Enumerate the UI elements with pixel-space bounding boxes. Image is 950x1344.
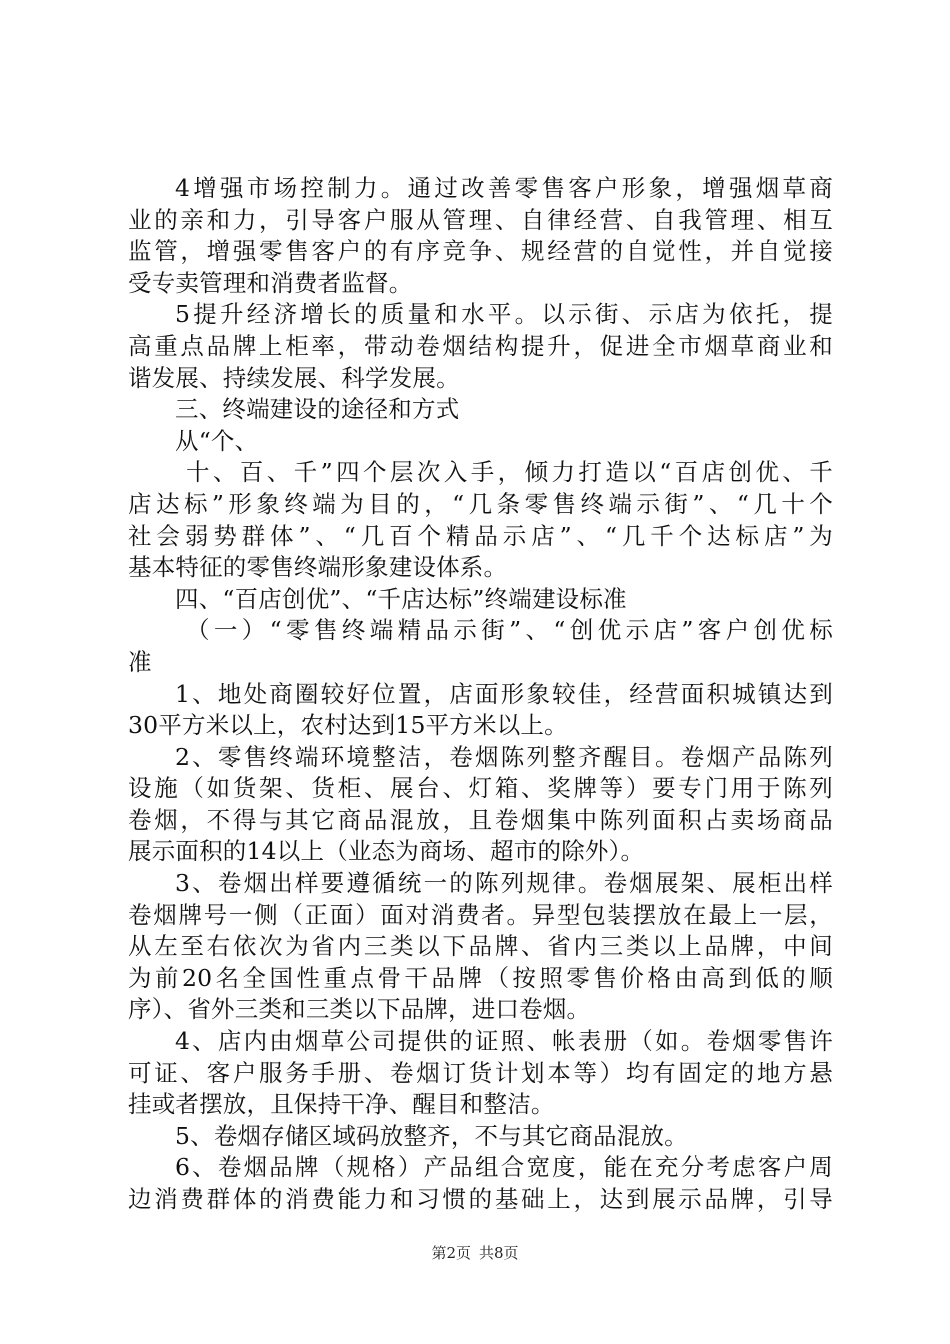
text-line: 4、店内由烟草公司提供的证照、帐表册（如。卷烟零售许 (175, 1027, 833, 1056)
text-line: 卷烟牌号一侧（正面）面对消费者。异型包装摆放在最上一层， (128, 900, 833, 929)
text-line: 4增强市场控制力。通过改善零售客户形象，增强烟草商 (175, 174, 833, 202)
text-line: 社会弱势群体”、“几百个精品示店”、“几千个达标店”为 (128, 521, 833, 550)
text-line: 5、卷烟存储区域码放整齐，不与其它商品混放。 (175, 1121, 688, 1150)
list-item (128, 742, 833, 868)
document-body (128, 173, 833, 1216)
list-item (128, 868, 833, 1026)
text-line: 挂或者摆放，且保持干净、醒目和整洁。 (128, 1090, 555, 1119)
list-item (128, 1152, 833, 1215)
text-line: （一）“零售终端精品示街”、“创优示店”客户创优标 (186, 616, 833, 645)
text-line: 5提升经济增长的质量和水平。以示街、示店为依托，提 (175, 300, 833, 329)
page-footer (0, 1243, 950, 1263)
list-item (128, 1121, 833, 1153)
text-line: 谐发展、持续发展、科学发展。 (128, 363, 460, 392)
text-line: 6、卷烟品牌（规格）产品组合宽度，能在充分考虑客户周 (175, 1153, 833, 1182)
text-line: 基本特征的零售终端形象建设体系。 (128, 553, 508, 582)
page-number: 第2页 (431, 1244, 471, 1262)
section-heading (128, 584, 833, 616)
section-heading (128, 394, 833, 426)
text-line: 高重点品牌上柜率，带动卷烟结构提升，促进全市烟草商业和 (128, 331, 833, 360)
paragraph (128, 299, 833, 394)
text-line: 店达标”形象终端为目的，“几条零售终端示街”、“几十个 (128, 489, 833, 518)
text-line: 从“个、 (175, 426, 259, 455)
text-line: 准 (128, 647, 152, 676)
paragraph (128, 426, 833, 458)
list-item (128, 679, 833, 742)
subsection-heading (128, 615, 833, 678)
text-line: 3、卷烟出样要遵循统一的陈列规律。卷烟展架、展柜出样 (175, 869, 833, 898)
text-line: 卷烟，不得与其它商品混放，且卷烟集中陈列面积占卖场商品 (128, 805, 833, 834)
paragraph (128, 173, 833, 299)
text-line: 展示面积的14以上（业态为商场、超市的除外）。 (128, 837, 645, 866)
text-line: 边消费群体的消费能力和习惯的基础上，达到展示品牌，引导 (128, 1185, 833, 1213)
list-item (128, 1026, 833, 1121)
text-line: 三、终端建设的途径和方式 (175, 395, 460, 424)
paragraph (128, 457, 833, 583)
text-line: 四、“百店创优”、“千店达标”终端建设标准 (175, 584, 627, 613)
text-line: 监管，增强零售客户的有序竞争、规经营的自觉性，并自觉接 (128, 237, 833, 266)
text-line: 30平方米以上，农村达到15平方米以上。 (128, 711, 568, 740)
text-line: 设施（如货架、货柜、展台、灯箱、奖牌等）要专门用于陈列 (128, 774, 833, 803)
text-line: 可证、客户服务手册、卷烟订货计划本等）均有固定的地方悬 (128, 1058, 833, 1087)
page-total: 共8页 (479, 1244, 519, 1262)
text-line: 1、地处商圈较好位置，店面形象较佳，经营面积城镇达到 (175, 679, 833, 708)
text-line: 序）、省外三类和三类以下品牌，进口卷烟。 (128, 995, 591, 1024)
text-line: 业的亲和力，引导客户服从管理、自律经营、自我管理、相互 (128, 205, 833, 234)
text-line: 十、百、千”四个层次入手，倾力打造以“百店创优、千 (186, 458, 833, 487)
text-line: 2、零售终端环境整洁，卷烟陈列整齐醒目。卷烟产品陈列 (175, 742, 833, 771)
text-line: 为前20名全国性重点骨干品牌（按照零售价格由高到低的顺 (128, 963, 833, 992)
text-line: 从左至右依次为省内三类以下品牌、省内三类以上品牌，中间 (128, 932, 833, 961)
text-line: 受专卖管理和消费者监督。 (128, 268, 413, 297)
